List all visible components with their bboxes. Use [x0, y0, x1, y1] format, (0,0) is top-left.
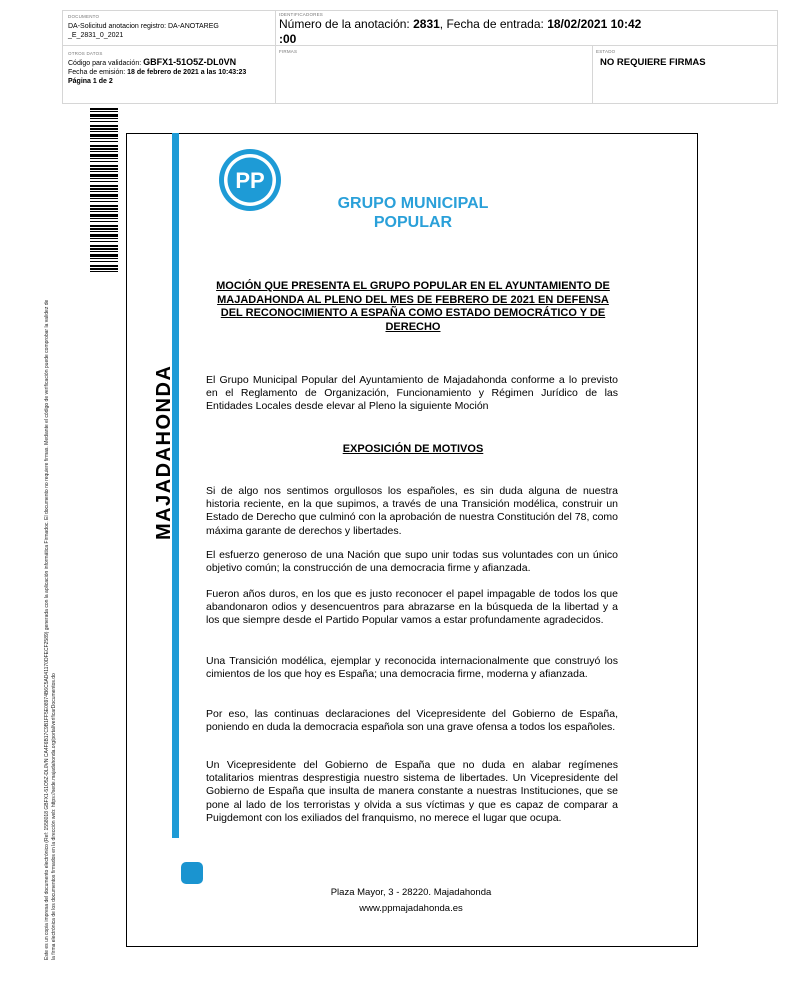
firmas-caption: FIRMAS: [279, 49, 298, 54]
documento-line2: _E_2831_0_2021: [68, 32, 124, 39]
codigo-label: Código para validación:: [68, 60, 144, 67]
otros-datos-cell: [68, 51, 273, 86]
estado-caption: ESTADO: [596, 49, 616, 54]
fecha-emision-label: Fecha de emisión:: [68, 69, 128, 76]
pp-logo: [216, 146, 284, 214]
footer-website[interactable]: www.ppmajadahonda.es: [359, 903, 463, 914]
identificadores-cell: [279, 12, 773, 47]
estado-cell: [596, 49, 774, 68]
header-divider: [592, 45, 593, 103]
barcode: [90, 108, 118, 274]
documento-caption: DOCUMENTO: [68, 14, 100, 19]
intro-paragraph: El Grupo Municipal Popular del Ayuntamiento de Majadahonda conforme a lo previsto en el Reglamento de Organización, Funcionamiento y Régimen Jurídico de las Entidades Locales desde elevar al Pleno la siguiente Moción: [206, 374, 618, 413]
paragraph-6: Un Vicepresidente del Gobierno de España que no duda en alabar regímenes totalitarios mientras desprestigia nuestro sistema de libertades. Un Vicepresidente del Gobierno de España que insulta de manera constante a nuestras Instituciones, que se pone al lado de los terroristas y olvida a sus víctimas y que es capaz de comparar a Puigdemont con los exiliados del franquismo, no merece el lugar que ocupa.: [206, 759, 618, 824]
verification-side-note: Este es un copia impresa del documento electrónico (Ref: 1558018 GBFX1-51O5Z-DL0VN CA4F6B17C9B1FF5E08974B6C5AD41170DFECF2589) generada con la aplicación informática Firmadoc. El documento no requiere firmas. Mediante el código de verificación puede comprobar la validez de la firma electrónica de los documentos firmados en la dirección web: https://sede.majadahonda.org/portal/verificarDocumentos.do: [44, 299, 57, 960]
documento-cell: [68, 14, 273, 40]
paragraph-1: Si de algo nos sentimos orgullosos los españoles, es sin duda alguna de nuestra historia reciente, en la que supimos, a través de una Transición modélica, construir un Estado de Derecho que culminó con la aprobación de nuestra Constitución del 78, como máxima garante de derechos y libertades.: [206, 485, 618, 537]
page-footer: [256, 885, 566, 917]
anotacion-text: [279, 17, 773, 47]
anotacion-number: 2831: [413, 17, 440, 31]
anotacion-date: 18/02/2021 10:42: [547, 17, 642, 31]
anotacion-mid: , Fecha de entrada:: [439, 17, 548, 31]
paragraph-3: Fueron años duros, en los que es justo reconocer el papel impagable de todos los que abandonaron odios y desencuentros para abrazarse en la búsqueda de la libertad y a los que siempre desde el Partido Popular vamos a estar profundamente agradecidos.: [206, 588, 618, 627]
fecha-emision-value: 18 de febrero de 2021 a las 10:43:23: [127, 69, 247, 76]
document-header: [62, 10, 778, 104]
paragraph-2: El esfuerzo generoso de una Nación que supo unir todas sus voluntades con un único objetivo común; la construcción de una democracia firme y afianzada.: [206, 549, 618, 575]
group-name: [300, 194, 526, 232]
vertical-title: MAJADAHONDA: [153, 364, 175, 540]
brand-square: [181, 862, 203, 884]
pp-logo-icon: [216, 146, 284, 214]
estado-value: NO REQUIERE FIRMAS: [600, 57, 706, 68]
paragraph-4: Una Transición modélica, ejemplar y reconocida internacionalmente que construyó los cimientos de los que hoy es España; una democracia firme, moderna y afianzada.: [206, 655, 618, 681]
anotacion-tail: :00: [279, 32, 297, 46]
pagina-label: Página 1 de 2: [68, 78, 113, 85]
group-line2: POPULAR: [373, 214, 453, 231]
firmas-cell: [279, 49, 579, 54]
anotacion-prefix: Número de la anotación:: [279, 17, 414, 31]
group-line1: GRUPO MUNICIPAL: [337, 195, 489, 212]
footer-address: Plaza Mayor, 3 - 28220. Majadahonda: [330, 887, 492, 898]
header-divider: [275, 11, 276, 103]
paragraph-5: Por eso, las continuas declaraciones del Vicepresidente del Gobierno de España, poniendo en duda la democracia española son una grave ofensa a todos los españoles.: [206, 708, 618, 734]
identificadores-caption: IDENTIFICADORES: [279, 12, 324, 17]
codigo-value: GBFX1-51O5Z-DL0VN: [143, 57, 237, 67]
pp-logo-text: PP: [235, 168, 265, 193]
otros-caption: OTROS DATOS: [68, 51, 103, 56]
motion-title: MOCIÓN QUE PRESENTA EL GRUPO POPULAR EN EL AYUNTAMIENTO DE MAJADAHONDA AL PLENO DEL MES DE FEBRERO DE 2021 EN DEFENSA DEL RECONOCIMIENTO A ESPAÑA COMO ESTADO DEMOCRÁTICO Y DE DERECHO: [216, 280, 610, 333]
section-title: EXPOSICIÓN DE MOTIVOS: [342, 443, 484, 455]
documento-line1: DA-Solicitud anotacion registro: DA-ANOTAREG: [68, 23, 219, 30]
